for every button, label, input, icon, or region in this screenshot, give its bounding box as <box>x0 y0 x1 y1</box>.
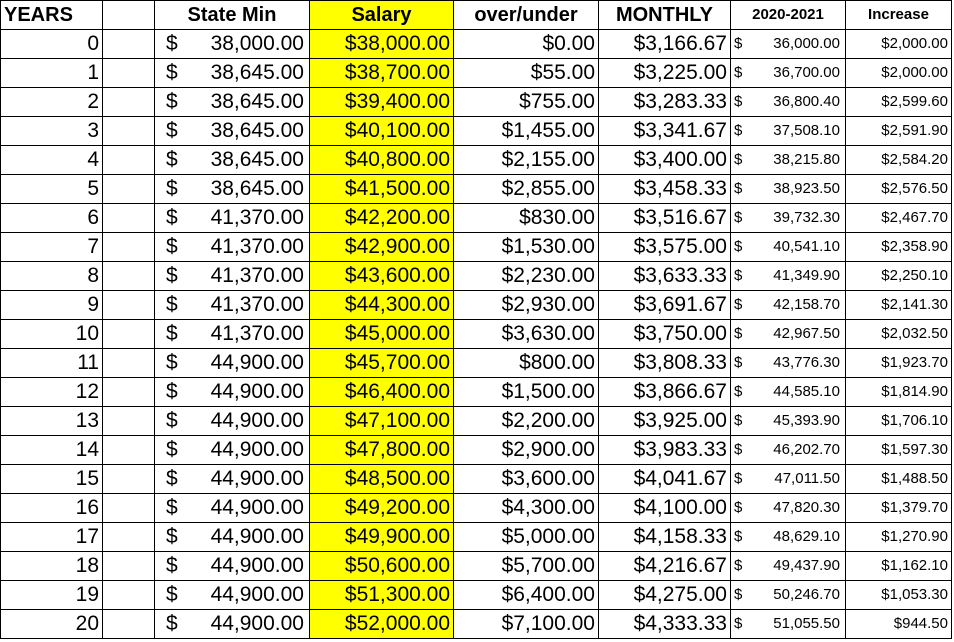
state-min-value: 38,645.00 <box>210 177 304 200</box>
monthly-cell[interactable]: $4,216.67 <box>599 552 731 581</box>
salary-cell[interactable]: $46,400.00 <box>310 378 454 407</box>
monthly-cell[interactable]: $3,691.67 <box>599 291 731 320</box>
blank-cell[interactable] <box>103 436 155 465</box>
currency-symbol: $ <box>166 438 178 461</box>
salary-cell[interactable]: $51,300.00 <box>310 581 454 610</box>
state-min-value: 44,900.00 <box>210 554 304 577</box>
years-cell[interactable]: 6 <box>1 204 103 233</box>
blank-cell[interactable] <box>103 117 155 146</box>
salary-cell[interactable]: $41,500.00 <box>310 175 454 204</box>
state-min-cell[interactable] <box>155 204 310 233</box>
table-row <box>1 146 952 175</box>
years-cell[interactable]: 20 <box>1 610 103 639</box>
prior-year-value: 36,000.00 <box>773 35 840 52</box>
salary-cell[interactable]: $38,700.00 <box>310 59 454 88</box>
over-under-cell[interactable]: $755.00 <box>454 88 599 117</box>
prior-year-cell[interactable] <box>731 88 846 117</box>
table-row <box>1 349 952 378</box>
currency-symbol: $ <box>166 32 178 55</box>
over-under-cell[interactable]: $0.00 <box>454 30 599 59</box>
years-cell[interactable]: 13 <box>1 407 103 436</box>
currency-symbol: $ <box>734 586 743 603</box>
table-row <box>1 233 952 262</box>
table-row <box>1 320 952 349</box>
increase-cell[interactable]: $2,000.00 <box>846 59 952 88</box>
prior-year-cell[interactable] <box>731 146 846 175</box>
state-min-cell[interactable] <box>155 349 310 378</box>
prior-year-value: 42,967.50 <box>773 325 840 342</box>
state-min-value: 41,370.00 <box>210 206 304 229</box>
blank-cell[interactable] <box>103 465 155 494</box>
table-row <box>1 465 952 494</box>
prior-year-value: 38,215.80 <box>773 151 840 168</box>
blank-cell[interactable] <box>103 552 155 581</box>
prior-year-value: 36,700.00 <box>773 64 840 81</box>
increase-cell[interactable]: $2,358.90 <box>846 233 952 262</box>
prior-year-cell[interactable] <box>731 349 846 378</box>
state-min-value: 38,645.00 <box>210 148 304 171</box>
blank-cell[interactable] <box>103 610 155 639</box>
state-min-cell[interactable] <box>155 494 310 523</box>
state-min-value: 38,645.00 <box>210 61 304 84</box>
state-min-value: 38,645.00 <box>210 90 304 113</box>
currency-symbol: $ <box>734 209 743 226</box>
monthly-cell[interactable]: $4,100.00 <box>599 494 731 523</box>
state-min-cell[interactable] <box>155 407 310 436</box>
increase-cell[interactable]: $1,053.30 <box>846 581 952 610</box>
prior-year-value: 37,508.10 <box>773 122 840 139</box>
state-min-value: 41,370.00 <box>210 264 304 287</box>
increase-cell[interactable]: $2,591.90 <box>846 117 952 146</box>
years-cell[interactable]: 0 <box>1 30 103 59</box>
state-min-value: 44,900.00 <box>210 467 304 490</box>
salary-cell[interactable]: $47,100.00 <box>310 407 454 436</box>
prior-year-cell[interactable] <box>731 610 846 639</box>
over-under-cell[interactable]: $3,630.00 <box>454 320 599 349</box>
header-row <box>1 1 952 30</box>
years-cell[interactable]: 17 <box>1 523 103 552</box>
prior-year-cell[interactable] <box>731 175 846 204</box>
table-row <box>1 610 952 639</box>
increase-cell[interactable]: $2,000.00 <box>846 30 952 59</box>
blank-cell[interactable] <box>103 378 155 407</box>
table-row <box>1 552 952 581</box>
over-under-cell[interactable]: $1,500.00 <box>454 378 599 407</box>
blank-cell[interactable] <box>103 88 155 117</box>
currency-symbol: $ <box>734 296 743 313</box>
currency-symbol: $ <box>734 64 743 81</box>
currency-symbol: $ <box>734 122 743 139</box>
increase-cell[interactable]: $1,814.90 <box>846 378 952 407</box>
currency-symbol: $ <box>166 554 178 577</box>
state-min-value: 44,900.00 <box>210 351 304 374</box>
increase-cell[interactable]: $944.50 <box>846 610 952 639</box>
currency-symbol: $ <box>166 177 178 200</box>
state-min-cell[interactable] <box>155 233 310 262</box>
years-cell[interactable]: 14 <box>1 436 103 465</box>
table-row <box>1 291 952 320</box>
monthly-cell[interactable]: $3,225.00 <box>599 59 731 88</box>
prior-year-cell[interactable] <box>731 59 846 88</box>
monthly-cell[interactable]: $4,333.33 <box>599 610 731 639</box>
salary-cell[interactable]: $45,000.00 <box>310 320 454 349</box>
prior-year-value: 39,732.30 <box>773 209 840 226</box>
currency-symbol: $ <box>734 35 743 52</box>
table-row <box>1 262 952 291</box>
increase-cell[interactable]: $2,032.50 <box>846 320 952 349</box>
table-row <box>1 494 952 523</box>
increase-cell[interactable]: $2,599.60 <box>846 88 952 117</box>
monthly-cell[interactable]: $3,750.00 <box>599 320 731 349</box>
over-under-cell[interactable]: $2,900.00 <box>454 436 599 465</box>
blank-cell[interactable] <box>103 59 155 88</box>
prior-year-value: 48,629.10 <box>773 528 840 545</box>
currency-symbol: $ <box>166 61 178 84</box>
state-min-cell[interactable] <box>155 552 310 581</box>
prior-year-value: 47,820.30 <box>773 499 840 516</box>
currency-symbol: $ <box>166 235 178 258</box>
blank-cell[interactable] <box>103 30 155 59</box>
blank-cell[interactable] <box>103 407 155 436</box>
blank-cell[interactable] <box>103 204 155 233</box>
monthly-cell[interactable]: $3,866.67 <box>599 378 731 407</box>
state-min-cell[interactable] <box>155 581 310 610</box>
table-body <box>1 30 952 639</box>
table-row <box>1 59 952 88</box>
prior-year-value: 44,585.10 <box>773 383 840 400</box>
salary-cell[interactable]: $38,000.00 <box>310 30 454 59</box>
prior-year-cell[interactable] <box>731 436 846 465</box>
state-min-cell[interactable] <box>155 117 310 146</box>
prior-year-value: 49,437.90 <box>773 557 840 574</box>
years-cell[interactable]: 3 <box>1 117 103 146</box>
state-min-cell[interactable] <box>155 465 310 494</box>
prior-year-value: 51,055.50 <box>773 615 840 632</box>
over-under-cell[interactable]: $3,600.00 <box>454 465 599 494</box>
blank-cell[interactable] <box>103 523 155 552</box>
increase-cell[interactable]: $2,141.30 <box>846 291 952 320</box>
salary-cell[interactable]: $42,200.00 <box>310 204 454 233</box>
blank-cell[interactable] <box>103 262 155 291</box>
state-min-cell[interactable] <box>155 523 310 552</box>
state-min-cell[interactable] <box>155 320 310 349</box>
years-cell[interactable]: 16 <box>1 494 103 523</box>
blank-cell[interactable] <box>103 320 155 349</box>
monthly-cell[interactable]: $3,633.33 <box>599 262 731 291</box>
currency-symbol: $ <box>734 441 743 458</box>
years-cell[interactable]: 11 <box>1 349 103 378</box>
over-under-cell[interactable]: $2,230.00 <box>454 262 599 291</box>
years-cell[interactable]: 2 <box>1 88 103 117</box>
over-under-cell[interactable]: $1,455.00 <box>454 117 599 146</box>
prior-year-cell[interactable] <box>731 494 846 523</box>
salary-cell[interactable]: $50,600.00 <box>310 552 454 581</box>
state-min-value: 44,900.00 <box>210 409 304 432</box>
monthly-cell[interactable]: $3,400.00 <box>599 146 731 175</box>
increase-header[interactable]: Increase <box>846 1 952 30</box>
years-cell[interactable]: 12 <box>1 378 103 407</box>
monthly-cell[interactable]: $3,983.33 <box>599 436 731 465</box>
over-under-cell[interactable]: $2,930.00 <box>454 291 599 320</box>
years-header[interactable]: YEARS <box>1 1 103 30</box>
currency-symbol: $ <box>166 293 178 316</box>
blank-cell[interactable] <box>103 349 155 378</box>
prior-year-value: 50,246.70 <box>773 586 840 603</box>
monthly-cell[interactable]: $3,166.67 <box>599 30 731 59</box>
blank-cell[interactable] <box>103 581 155 610</box>
increase-cell[interactable]: $1,270.90 <box>846 523 952 552</box>
over-under-cell[interactable]: $6,400.00 <box>454 581 599 610</box>
over-under-cell[interactable]: $5,700.00 <box>454 552 599 581</box>
blank-cell[interactable] <box>103 291 155 320</box>
state-min-header[interactable]: State Min <box>155 1 310 30</box>
state-min-value: 44,900.00 <box>210 380 304 403</box>
table-row <box>1 175 952 204</box>
prior-year-header[interactable]: 2020-2021 <box>731 1 846 30</box>
over-under-cell[interactable]: $800.00 <box>454 349 599 378</box>
currency-symbol: $ <box>734 615 743 632</box>
table-row <box>1 581 952 610</box>
currency-symbol: $ <box>734 238 743 255</box>
state-min-cell[interactable] <box>155 610 310 639</box>
salary-cell[interactable]: $52,000.00 <box>310 610 454 639</box>
years-cell[interactable]: 18 <box>1 552 103 581</box>
prior-year-cell[interactable] <box>731 581 846 610</box>
state-min-cell[interactable] <box>155 30 310 59</box>
currency-symbol: $ <box>166 496 178 519</box>
prior-year-value: 38,923.50 <box>773 180 840 197</box>
blank-cell[interactable] <box>103 146 155 175</box>
prior-year-cell[interactable] <box>731 204 846 233</box>
increase-cell[interactable]: $2,584.20 <box>846 146 952 175</box>
state-min-cell[interactable] <box>155 88 310 117</box>
currency-symbol: $ <box>166 380 178 403</box>
prior-year-cell[interactable] <box>731 552 846 581</box>
state-min-value: 41,370.00 <box>210 235 304 258</box>
prior-year-value: 41,349.90 <box>773 267 840 284</box>
over-under-cell[interactable]: $1,530.00 <box>454 233 599 262</box>
state-min-cell[interactable] <box>155 146 310 175</box>
currency-symbol: $ <box>734 151 743 168</box>
increase-cell[interactable]: $2,576.50 <box>846 175 952 204</box>
salary-cell[interactable]: $49,200.00 <box>310 494 454 523</box>
prior-year-cell[interactable] <box>731 465 846 494</box>
currency-symbol: $ <box>734 557 743 574</box>
prior-year-cell[interactable] <box>731 233 846 262</box>
prior-year-cell[interactable] <box>731 291 846 320</box>
currency-symbol: $ <box>166 583 178 606</box>
prior-year-cell[interactable] <box>731 523 846 552</box>
prior-year-value: 46,202.70 <box>773 441 840 458</box>
currency-symbol: $ <box>166 467 178 490</box>
currency-symbol: $ <box>166 90 178 113</box>
salary-cell[interactable]: $45,700.00 <box>310 349 454 378</box>
monthly-cell[interactable]: $3,458.33 <box>599 175 731 204</box>
state-min-value: 41,370.00 <box>210 322 304 345</box>
currency-symbol: $ <box>166 206 178 229</box>
currency-symbol: $ <box>166 525 178 548</box>
years-cell[interactable]: 5 <box>1 175 103 204</box>
salary-cell[interactable]: $43,600.00 <box>310 262 454 291</box>
salary-cell[interactable]: $47,800.00 <box>310 436 454 465</box>
prior-year-cell[interactable] <box>731 262 846 291</box>
monthly-cell[interactable]: $3,808.33 <box>599 349 731 378</box>
currency-symbol: $ <box>734 325 743 342</box>
prior-year-value: 47,011.50 <box>774 470 840 487</box>
state-min-cell[interactable] <box>155 436 310 465</box>
currency-symbol: $ <box>734 267 743 284</box>
years-cell[interactable]: 4 <box>1 146 103 175</box>
prior-year-value: 45,393.90 <box>773 412 840 429</box>
state-min-value: 41,370.00 <box>210 293 304 316</box>
salary-cell[interactable]: $49,900.00 <box>310 523 454 552</box>
state-min-value: 44,900.00 <box>210 525 304 548</box>
monthly-cell[interactable]: $3,283.33 <box>599 88 731 117</box>
monthly-cell[interactable]: $4,158.33 <box>599 523 731 552</box>
over-under-cell[interactable]: $7,100.00 <box>454 610 599 639</box>
table-row <box>1 436 952 465</box>
prior-year-cell[interactable] <box>731 320 846 349</box>
salary-cell[interactable]: $42,900.00 <box>310 233 454 262</box>
state-min-cell[interactable] <box>155 59 310 88</box>
state-min-cell[interactable] <box>155 262 310 291</box>
monthly-cell[interactable]: $3,925.00 <box>599 407 731 436</box>
salary-cell[interactable]: $44,300.00 <box>310 291 454 320</box>
monthly-cell[interactable]: $3,575.00 <box>599 233 731 262</box>
monthly-cell[interactable]: $3,341.67 <box>599 117 731 146</box>
table-row <box>1 88 952 117</box>
currency-symbol: $ <box>166 148 178 171</box>
years-cell[interactable]: 10 <box>1 320 103 349</box>
blank-cell[interactable] <box>103 175 155 204</box>
over-under-cell[interactable]: $2,200.00 <box>454 407 599 436</box>
over-under-cell[interactable]: $2,155.00 <box>454 146 599 175</box>
prior-year-value: 36,800.40 <box>773 93 840 110</box>
increase-cell[interactable]: $2,250.10 <box>846 262 952 291</box>
table-row <box>1 378 952 407</box>
over-under-cell[interactable]: $830.00 <box>454 204 599 233</box>
increase-cell[interactable]: $2,467.70 <box>846 204 952 233</box>
salary-cell[interactable]: $48,500.00 <box>310 465 454 494</box>
salary-header[interactable]: Salary <box>310 1 454 30</box>
currency-symbol: $ <box>734 412 743 429</box>
over-under-cell[interactable]: $5,000.00 <box>454 523 599 552</box>
increase-cell[interactable]: $1,597.30 <box>846 436 952 465</box>
years-cell[interactable]: 15 <box>1 465 103 494</box>
state-min-cell[interactable] <box>155 378 310 407</box>
table-row <box>1 407 952 436</box>
prior-year-value: 42,158.70 <box>773 296 840 313</box>
monthly-header[interactable]: MONTHLY <box>599 1 731 30</box>
prior-year-value: 40,541.10 <box>773 238 840 255</box>
currency-symbol: $ <box>734 383 743 400</box>
table-row <box>1 30 952 59</box>
currency-symbol: $ <box>166 322 178 345</box>
state-min-cell[interactable] <box>155 175 310 204</box>
state-min-value: 44,900.00 <box>210 438 304 461</box>
state-min-cell[interactable] <box>155 291 310 320</box>
monthly-cell[interactable]: $4,041.67 <box>599 465 731 494</box>
state-min-value: 44,900.00 <box>210 496 304 519</box>
prior-year-value: 43,776.30 <box>773 354 840 371</box>
state-min-value: 44,900.00 <box>210 583 304 606</box>
increase-cell[interactable]: $1,488.50 <box>846 465 952 494</box>
currency-symbol: $ <box>734 499 743 516</box>
currency-symbol: $ <box>166 409 178 432</box>
salary-cell[interactable]: $40,800.00 <box>310 146 454 175</box>
monthly-cell[interactable]: $3,516.67 <box>599 204 731 233</box>
increase-cell[interactable]: $1,162.10 <box>846 552 952 581</box>
years-cell[interactable]: 8 <box>1 262 103 291</box>
currency-symbol: $ <box>734 470 743 487</box>
currency-symbol: $ <box>166 612 178 635</box>
table-row <box>1 204 952 233</box>
currency-symbol: $ <box>166 264 178 287</box>
increase-cell[interactable]: $1,379.70 <box>846 494 952 523</box>
prior-year-cell[interactable] <box>731 117 846 146</box>
over-under-cell[interactable]: $55.00 <box>454 59 599 88</box>
years-cell[interactable]: 1 <box>1 59 103 88</box>
table-row <box>1 117 952 146</box>
currency-symbol: $ <box>166 119 178 142</box>
years-cell[interactable]: 19 <box>1 581 103 610</box>
table-row <box>1 523 952 552</box>
blank-cell[interactable] <box>103 494 155 523</box>
salary-cell[interactable]: $40,100.00 <box>310 117 454 146</box>
prior-year-cell[interactable] <box>731 30 846 59</box>
salary-cell[interactable]: $39,400.00 <box>310 88 454 117</box>
currency-symbol: $ <box>734 528 743 545</box>
over-under-cell[interactable]: $2,855.00 <box>454 175 599 204</box>
currency-symbol: $ <box>734 93 743 110</box>
currency-symbol: $ <box>734 180 743 197</box>
blank-header[interactable] <box>103 1 155 30</box>
years-cell[interactable]: 7 <box>1 233 103 262</box>
state-min-value: 44,900.00 <box>210 612 304 635</box>
over-under-cell[interactable]: $4,300.00 <box>454 494 599 523</box>
prior-year-cell[interactable] <box>731 407 846 436</box>
currency-symbol: $ <box>734 354 743 371</box>
currency-symbol: $ <box>166 351 178 374</box>
increase-cell[interactable]: $1,706.10 <box>846 407 952 436</box>
prior-year-cell[interactable] <box>731 378 846 407</box>
monthly-cell[interactable]: $4,275.00 <box>599 581 731 610</box>
blank-cell[interactable] <box>103 233 155 262</box>
years-cell[interactable]: 9 <box>1 291 103 320</box>
state-min-value: 38,000.00 <box>210 32 304 55</box>
state-min-value: 38,645.00 <box>210 119 304 142</box>
increase-cell[interactable]: $1,923.70 <box>846 349 952 378</box>
over-under-header[interactable]: over/under <box>454 1 599 30</box>
